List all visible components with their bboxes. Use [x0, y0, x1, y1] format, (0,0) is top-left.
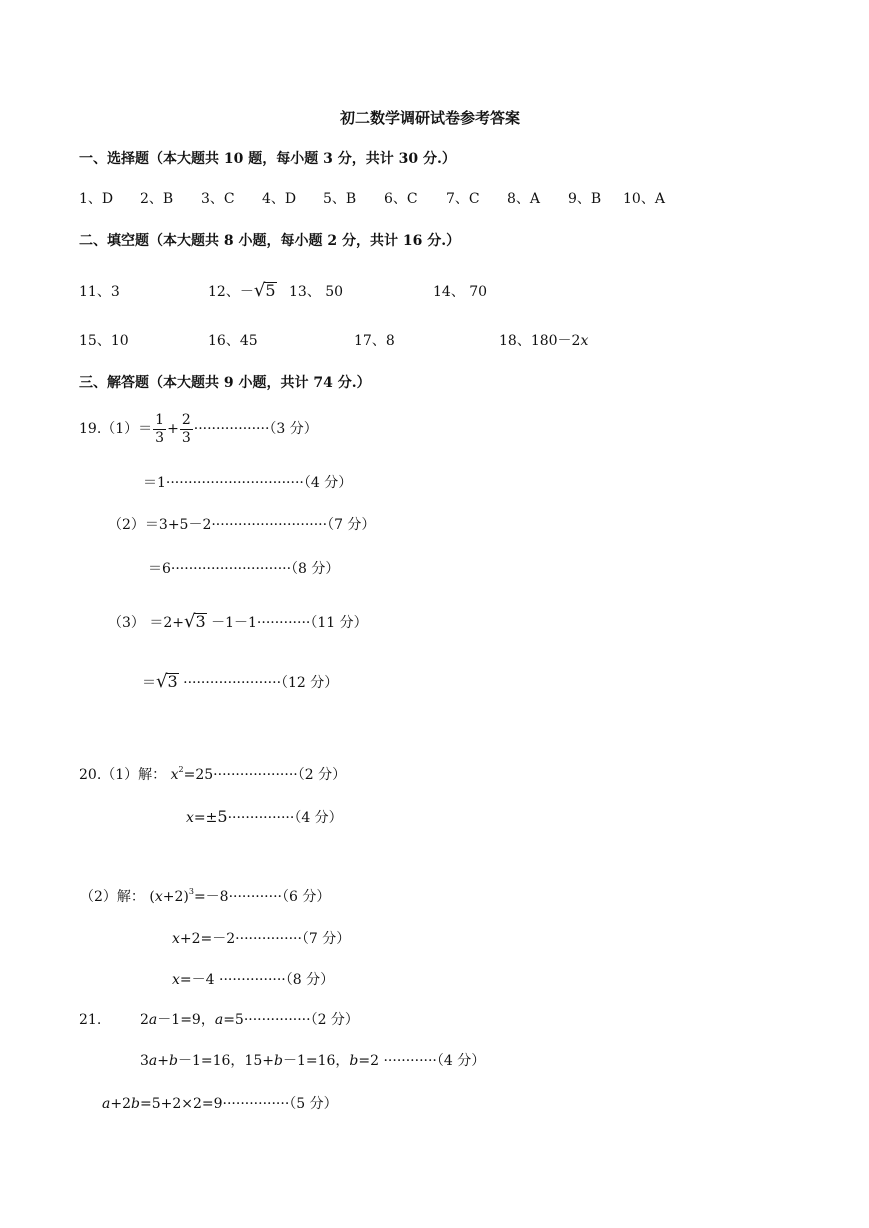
sqrt-symbol: √5 — [253, 280, 276, 301]
mc-answer-3: 3、C — [201, 191, 235, 207]
page-title: 初二数学调研试卷参考答案 — [340, 109, 521, 127]
q20-line-3-score: =－8············（6 分） — [193, 889, 331, 905]
sqrt-radicand: 3 — [195, 612, 206, 631]
mc-answer-10: 10、A — [623, 191, 665, 207]
text-run: 3 — [140, 1053, 149, 1069]
variable-x: x — [154, 889, 163, 905]
sqrt-radicand: 3 — [167, 672, 178, 691]
variable-x: x — [186, 810, 194, 826]
text-run: －1=16，15+ — [177, 1053, 274, 1069]
q19-label: 19.（1）＝ — [79, 421, 153, 438]
q20-line-2-score: ···············（4 分） — [227, 810, 343, 826]
variable: b — [349, 1053, 359, 1069]
section-2-heading: 二、填空题（本大题共 8 小题，每小题 2 分，共计 16 分.） — [79, 233, 461, 249]
fill-answer-15: 15、10 — [79, 333, 129, 349]
mc-answer-4: 4、D — [262, 191, 297, 207]
q20-line-2 — [186, 809, 343, 825]
variable: a — [148, 1053, 158, 1069]
section-1-heading: 一、选择题（本大题共 10 题，每小题 3 分，共计 30 分.） — [79, 151, 456, 167]
fraction-numerator: 2 — [181, 412, 191, 428]
text-run: =5+2×2=9···············（5 分） — [139, 1096, 338, 1112]
variable-x: x — [172, 972, 180, 988]
q21-line-1 — [140, 1013, 359, 1027]
q19-line-6-prefix: ＝ — [142, 675, 156, 691]
fill-answer-17: 17、8 — [354, 333, 395, 349]
q20-line-4 — [172, 932, 350, 946]
q19-line-5-score: －1－1············（11 分） — [206, 615, 368, 631]
plus-sign: + — [167, 421, 179, 438]
q20-line-2-value: 5 — [217, 807, 228, 826]
variable-x: x — [172, 931, 180, 947]
fraction-numerator: 1 — [155, 412, 165, 428]
q20-line-5 — [172, 973, 334, 987]
q19-line-1-score: ·················（3 分） — [193, 421, 318, 438]
text-run: =5···············（2 分） — [223, 1012, 359, 1028]
fill-answer-18 — [499, 334, 588, 348]
text-run: 2 — [140, 1012, 149, 1028]
variable: b — [131, 1096, 140, 1112]
q19-line-5-prefix: （3） ＝2+ — [108, 615, 184, 631]
sqrt-symbol: √3 — [184, 611, 206, 632]
fill-answer-13: 13、 50 — [289, 284, 344, 300]
q20-label: 20.（1）解： — [79, 767, 171, 783]
variable: a — [148, 1012, 158, 1028]
q20-line-3 — [80, 887, 331, 905]
fill-answer-14: 14、 70 — [433, 284, 488, 300]
q19-line-6-score: ······················（12 分） — [178, 675, 339, 691]
text-run: －1=16， — [282, 1053, 350, 1069]
mc-answer-1: 1、D — [79, 191, 114, 207]
q20-line-5-score: =－4 ···············（8 分） — [179, 972, 335, 988]
variable: a — [102, 1096, 111, 1112]
fraction-denominator: 3 — [181, 429, 191, 446]
q20-line-1 — [79, 765, 347, 783]
q20-line-4-score: +2=－2···············（7 分） — [179, 931, 351, 947]
q21-label: 21. — [79, 1012, 102, 1028]
variable: a — [214, 1012, 224, 1028]
fill-answer-12-prefix: 12、－ — [208, 284, 254, 300]
q19-line-5 — [108, 613, 368, 631]
exponent: 2 — [178, 765, 184, 774]
text-run: + — [157, 1053, 170, 1069]
text-run: －1=9， — [157, 1012, 215, 1028]
mc-answer-5: 5、B — [323, 191, 357, 207]
q19-line-2: ＝1·······························（4 分） — [143, 475, 353, 491]
q19-line-1 — [79, 413, 318, 445]
fraction-denominator: 3 — [155, 429, 165, 446]
fill-answer-11: 11、3 — [79, 284, 120, 300]
q21-line-2 — [140, 1054, 485, 1068]
q19-line-4: ＝6···························（8 分） — [148, 561, 340, 577]
fill-answer-16: 16、45 — [208, 333, 258, 349]
mc-answer-9: 9、B — [568, 191, 602, 207]
exponent: 3 — [188, 887, 194, 896]
variable: b — [273, 1053, 283, 1069]
fill-answer-18-var: x — [580, 333, 589, 349]
mc-answer-8: 8、A — [507, 191, 541, 207]
sqrt-symbol: √3 — [156, 671, 178, 692]
fill-answer-18-prefix: 18、180－2 — [499, 333, 581, 349]
q19-line-6 — [142, 673, 338, 691]
fraction-two-thirds — [180, 413, 193, 445]
mc-answer-6: 6、C — [384, 191, 418, 207]
fraction-one-third — [153, 413, 166, 445]
q20-line-3-prefix: （2）解： ( — [80, 889, 155, 905]
section-3-heading: 三、解答题（本大题共 9 小题，共计 74 分.） — [79, 375, 371, 391]
q20-line-3-mid: +2) — [162, 889, 189, 905]
q19-line-3: （2）＝3+5－2··························（7 分） — [108, 517, 376, 533]
variable-x: x — [170, 767, 179, 783]
variable: b — [169, 1053, 178, 1069]
mc-answer-7: 7、C — [446, 191, 480, 207]
sqrt-radicand: 5 — [265, 281, 276, 300]
mc-answer-2: 2、B — [140, 191, 174, 207]
q21-line-3 — [102, 1097, 338, 1111]
text-run: =2 ············（4 分） — [358, 1053, 486, 1069]
text-run: +2 — [110, 1096, 131, 1112]
plus-minus-sign: =± — [193, 810, 218, 826]
q20-line-1-score: =25···················（2 分） — [183, 767, 347, 783]
fill-answer-12 — [208, 282, 277, 300]
